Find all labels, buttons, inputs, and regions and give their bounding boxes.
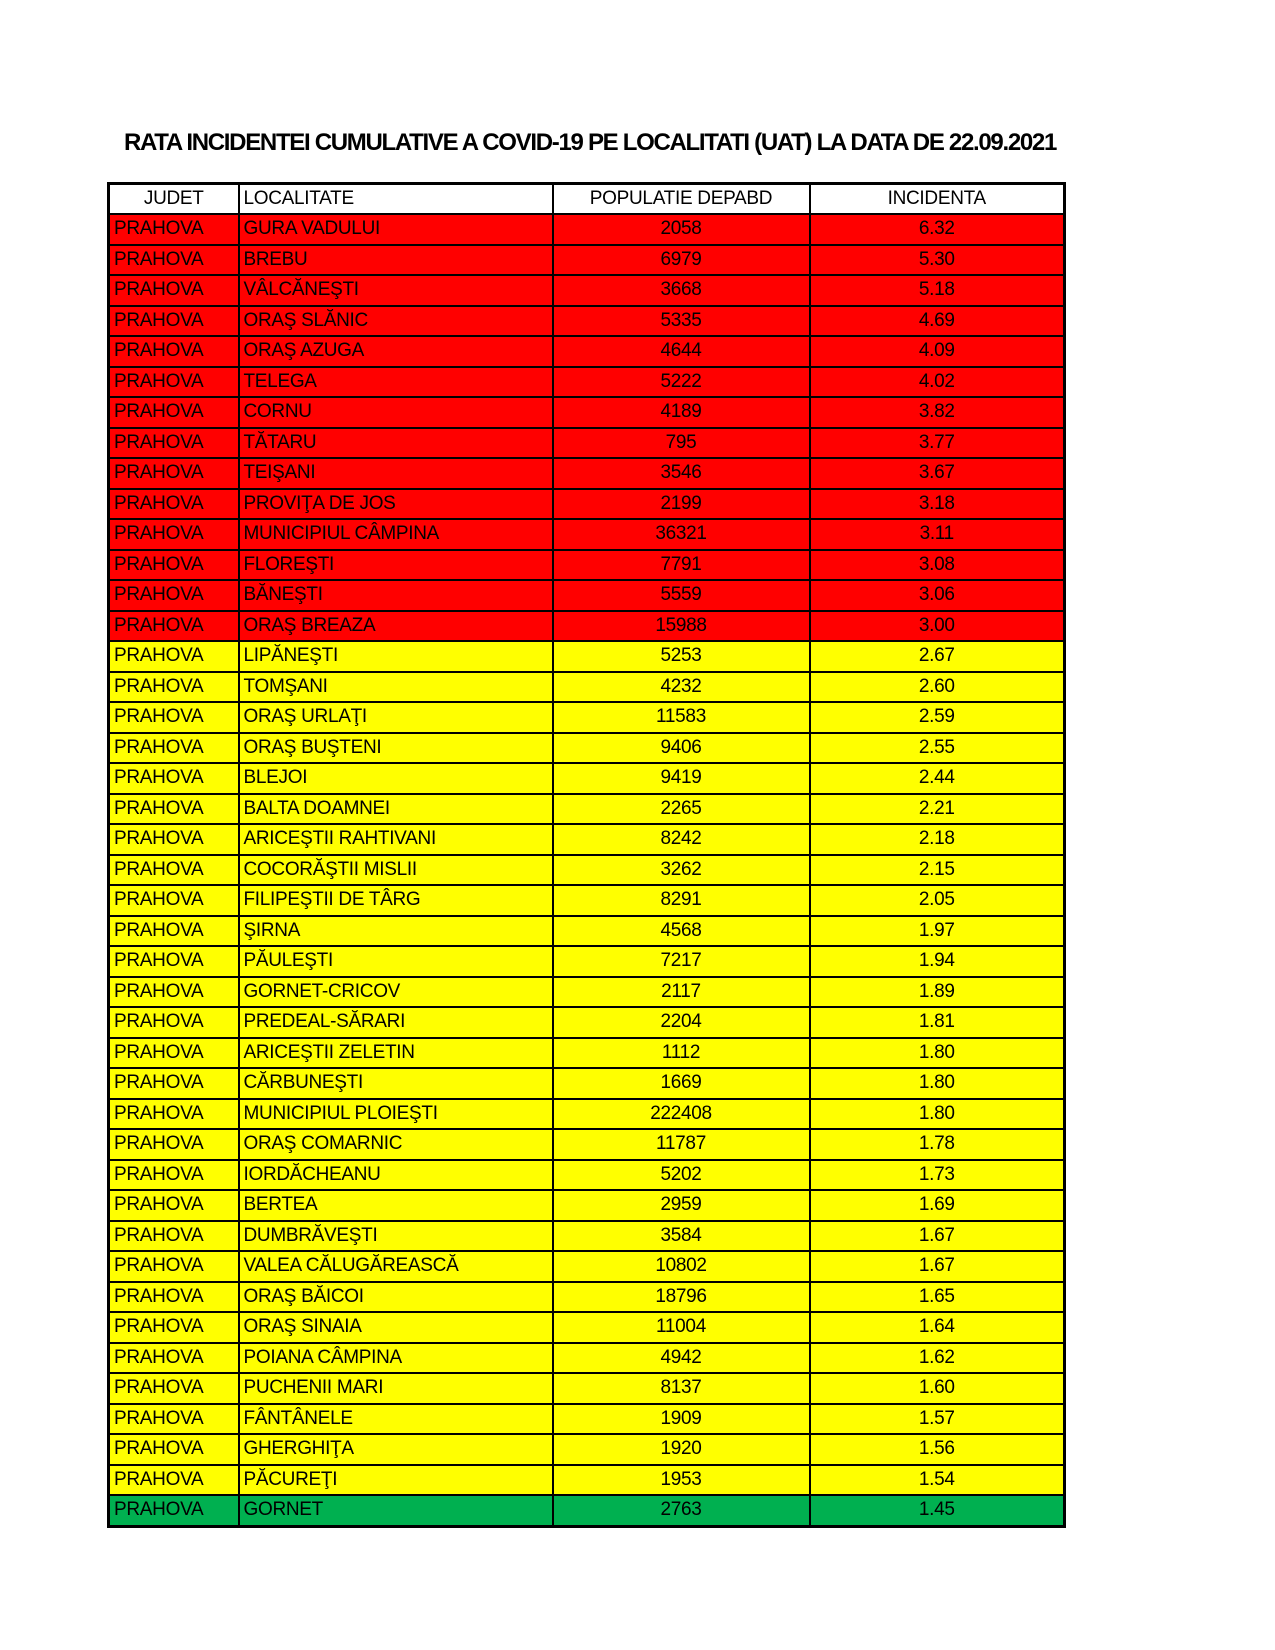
populatie-cell: 4942 <box>553 1343 810 1374</box>
table-row <box>109 1190 1065 1221</box>
populatie-cell: 3668 <box>553 275 810 306</box>
table-row <box>109 641 1065 672</box>
localitate-cell: PREDEAL-SĂRARI <box>239 1007 553 1038</box>
judet-cell: PRAHOVA <box>109 1282 239 1313</box>
table-row <box>109 1007 1065 1038</box>
table-row <box>109 1068 1065 1099</box>
populatie-cell: 5335 <box>553 306 810 337</box>
table-row <box>109 367 1065 398</box>
incidenta-cell: 2.15 <box>810 855 1065 886</box>
incidenta-cell: 4.02 <box>810 367 1065 398</box>
localitate-cell: ORAŞ BUŞTENI <box>239 733 553 764</box>
populatie-cell: 4644 <box>553 336 810 367</box>
localitate-cell: ORAŞ SINAIA <box>239 1312 553 1343</box>
table-row <box>109 458 1065 489</box>
judet-cell: PRAHOVA <box>109 1343 239 1374</box>
table-row <box>109 1373 1065 1404</box>
localitate-cell: IORDĂCHEANU <box>239 1160 553 1191</box>
localitate-cell: ORAŞ COMARNIC <box>239 1129 553 1160</box>
localitate-cell: GORNET-CRICOV <box>239 977 553 1008</box>
populatie-cell: 3262 <box>553 855 810 886</box>
judet-cell: PRAHOVA <box>109 550 239 581</box>
incidenta-cell: 5.18 <box>810 275 1065 306</box>
localitate-cell: LIPĂNEŞTI <box>239 641 553 672</box>
incidenta-cell: 5.30 <box>810 245 1065 276</box>
table-row <box>109 580 1065 611</box>
column-header-incidenta: INCIDENTA <box>810 184 1065 215</box>
localitate-cell: GORNET <box>239 1495 553 1526</box>
incidence-table <box>107 182 1066 1528</box>
populatie-cell: 1953 <box>553 1465 810 1496</box>
incidenta-cell: 2.67 <box>810 641 1065 672</box>
judet-cell: PRAHOVA <box>109 367 239 398</box>
populatie-cell: 7217 <box>553 946 810 977</box>
localitate-cell: PUCHENII MARI <box>239 1373 553 1404</box>
judet-cell: PRAHOVA <box>109 794 239 825</box>
table-row <box>109 885 1065 916</box>
table-row <box>109 946 1065 977</box>
localitate-cell: ŞIRNA <box>239 916 553 947</box>
judet-cell: PRAHOVA <box>109 855 239 886</box>
incidenta-cell: 1.64 <box>810 1312 1065 1343</box>
judet-cell: PRAHOVA <box>109 611 239 642</box>
incidenta-cell: 1.81 <box>810 1007 1065 1038</box>
table-row <box>109 1099 1065 1130</box>
table-row <box>109 794 1065 825</box>
table-row <box>109 916 1065 947</box>
localitate-cell: GHERGHIŢA <box>239 1434 553 1465</box>
localitate-cell: POIANA CÂMPINA <box>239 1343 553 1374</box>
populatie-cell: 8242 <box>553 824 810 855</box>
judet-cell: PRAHOVA <box>109 1160 239 1191</box>
judet-cell: PRAHOVA <box>109 397 239 428</box>
populatie-cell: 11004 <box>553 1312 810 1343</box>
populatie-cell: 4568 <box>553 916 810 947</box>
localitate-cell: PĂULEŞTI <box>239 946 553 977</box>
incidenta-cell: 3.18 <box>810 489 1065 520</box>
table-row <box>109 702 1065 733</box>
localitate-cell: ORAŞ BĂICOI <box>239 1282 553 1313</box>
judet-cell: PRAHOVA <box>109 336 239 367</box>
incidenta-cell: 3.77 <box>810 428 1065 459</box>
populatie-cell: 2204 <box>553 1007 810 1038</box>
judet-cell: PRAHOVA <box>109 306 239 337</box>
judet-cell: PRAHOVA <box>109 428 239 459</box>
judet-cell: PRAHOVA <box>109 763 239 794</box>
localitate-cell: TEIŞANI <box>239 458 553 489</box>
table-row <box>109 489 1065 520</box>
incidenta-cell: 1.94 <box>810 946 1065 977</box>
incidenta-cell: 1.80 <box>810 1068 1065 1099</box>
incidenta-cell: 2.55 <box>810 733 1065 764</box>
populatie-cell: 11583 <box>553 702 810 733</box>
incidenta-cell: 1.97 <box>810 916 1065 947</box>
localitate-cell: TELEGA <box>239 367 553 398</box>
table-row <box>109 1251 1065 1282</box>
table-row <box>109 1465 1065 1496</box>
incidenta-cell: 1.89 <box>810 977 1065 1008</box>
incidenta-cell: 1.62 <box>810 1343 1065 1374</box>
page-title: RATA INCIDENTEI CUMULATIVE A COVID-19 PE LOCALITATI (UAT) LA DATA DE 22.09.2021 <box>124 129 1057 156</box>
localitate-cell: FLOREŞTI <box>239 550 553 581</box>
populatie-cell: 1669 <box>553 1068 810 1099</box>
judet-cell: PRAHOVA <box>109 1038 239 1069</box>
table-row <box>109 824 1065 855</box>
populatie-cell: 9419 <box>553 763 810 794</box>
populatie-cell: 5253 <box>553 641 810 672</box>
judet-cell: PRAHOVA <box>109 1465 239 1496</box>
judet-cell: PRAHOVA <box>109 1007 239 1038</box>
incidenta-cell: 1.80 <box>810 1038 1065 1069</box>
populatie-cell: 8291 <box>553 885 810 916</box>
localitate-cell: GURA VADULUI <box>239 214 553 245</box>
populatie-cell: 15988 <box>553 611 810 642</box>
localitate-cell: DUMBRĂVEŞTI <box>239 1221 553 1252</box>
judet-cell: PRAHOVA <box>109 580 239 611</box>
incidenta-cell: 3.82 <box>810 397 1065 428</box>
judet-cell: PRAHOVA <box>109 245 239 276</box>
incidenta-cell: 1.78 <box>810 1129 1065 1160</box>
populatie-cell: 5559 <box>553 580 810 611</box>
incidenta-cell: 1.73 <box>810 1160 1065 1191</box>
localitate-cell: PROVIŢA DE JOS <box>239 489 553 520</box>
table-row <box>109 336 1065 367</box>
table-row <box>109 214 1065 245</box>
incidenta-cell: 1.60 <box>810 1373 1065 1404</box>
incidenta-cell: 1.67 <box>810 1221 1065 1252</box>
incidenta-cell: 3.00 <box>810 611 1065 642</box>
judet-cell: PRAHOVA <box>109 1190 239 1221</box>
incidenta-cell: 1.80 <box>810 1099 1065 1130</box>
populatie-cell: 36321 <box>553 519 810 550</box>
localitate-cell: ORAŞ BREAZA <box>239 611 553 642</box>
localitate-cell: VALEA CĂLUGĂREASCĂ <box>239 1251 553 1282</box>
localitate-cell: ARICEŞTII RAHTIVANI <box>239 824 553 855</box>
populatie-cell: 2199 <box>553 489 810 520</box>
populatie-cell: 1909 <box>553 1404 810 1435</box>
judet-cell: PRAHOVA <box>109 916 239 947</box>
incidenta-cell: 3.11 <box>810 519 1065 550</box>
localitate-cell: BĂNEŞTI <box>239 580 553 611</box>
judet-cell: PRAHOVA <box>109 672 239 703</box>
table-row <box>109 977 1065 1008</box>
table-row <box>109 1038 1065 1069</box>
localitate-cell: TĂTARU <box>239 428 553 459</box>
judet-cell: PRAHOVA <box>109 1373 239 1404</box>
localitate-cell: MUNICIPIUL CÂMPINA <box>239 519 553 550</box>
incidenta-cell: 1.69 <box>810 1190 1065 1221</box>
incidenta-cell: 1.65 <box>810 1282 1065 1313</box>
judet-cell: PRAHOVA <box>109 946 239 977</box>
populatie-cell: 2265 <box>553 794 810 825</box>
localitate-cell: COCORĂŞTII MISLII <box>239 855 553 886</box>
localitate-cell: ARICEŞTII ZELETIN <box>239 1038 553 1069</box>
localitate-cell: BERTEA <box>239 1190 553 1221</box>
judet-cell: PRAHOVA <box>109 1312 239 1343</box>
judet-cell: PRAHOVA <box>109 733 239 764</box>
judet-cell: PRAHOVA <box>109 519 239 550</box>
judet-cell: PRAHOVA <box>109 1068 239 1099</box>
populatie-cell: 6979 <box>553 245 810 276</box>
table-row <box>109 306 1065 337</box>
populatie-cell: 2117 <box>553 977 810 1008</box>
table-row <box>109 275 1065 306</box>
table-row <box>109 855 1065 886</box>
table-header-row <box>109 184 1065 215</box>
table-row <box>109 397 1065 428</box>
judet-cell: PRAHOVA <box>109 702 239 733</box>
table-body <box>109 214 1065 1526</box>
table-row <box>109 733 1065 764</box>
incidenta-cell: 4.09 <box>810 336 1065 367</box>
populatie-cell: 1920 <box>553 1434 810 1465</box>
judet-cell: PRAHOVA <box>109 1129 239 1160</box>
localitate-cell: FÂNTÂNELE <box>239 1404 553 1435</box>
incidenta-cell: 2.60 <box>810 672 1065 703</box>
incidenta-cell: 3.06 <box>810 580 1065 611</box>
incidenta-cell: 2.18 <box>810 824 1065 855</box>
populatie-cell: 1112 <box>553 1038 810 1069</box>
incidenta-cell: 1.45 <box>810 1495 1065 1526</box>
judet-cell: PRAHOVA <box>109 1221 239 1252</box>
populatie-cell: 3546 <box>553 458 810 489</box>
incidenta-cell: 2.44 <box>810 763 1065 794</box>
table-row <box>109 428 1065 459</box>
populatie-cell: 222408 <box>553 1099 810 1130</box>
table-row <box>109 1495 1065 1526</box>
judet-cell: PRAHOVA <box>109 977 239 1008</box>
incidenta-cell: 1.57 <box>810 1404 1065 1435</box>
table-row <box>109 672 1065 703</box>
judet-cell: PRAHOVA <box>109 1251 239 1282</box>
incidenta-cell: 2.21 <box>810 794 1065 825</box>
table-row <box>109 1434 1065 1465</box>
populatie-cell: 11787 <box>553 1129 810 1160</box>
localitate-cell: BREBU <box>239 245 553 276</box>
incidenta-cell: 4.69 <box>810 306 1065 337</box>
incidenta-cell: 2.05 <box>810 885 1065 916</box>
localitate-cell: CORNU <box>239 397 553 428</box>
localitate-cell: MUNICIPIUL PLOIEŞTI <box>239 1099 553 1130</box>
populatie-cell: 2763 <box>553 1495 810 1526</box>
populatie-cell: 795 <box>553 428 810 459</box>
populatie-cell: 9406 <box>553 733 810 764</box>
localitate-cell: BLEJOI <box>239 763 553 794</box>
populatie-cell: 8137 <box>553 1373 810 1404</box>
column-header-populatie-depabd: POPULATIE DEPABD <box>553 184 810 215</box>
localitate-cell: PĂCUREŢI <box>239 1465 553 1496</box>
populatie-cell: 7791 <box>553 550 810 581</box>
localitate-cell: VÂLCĂNEŞTI <box>239 275 553 306</box>
column-header-localitate: LOCALITATE <box>239 184 553 215</box>
populatie-cell: 5202 <box>553 1160 810 1191</box>
table-row <box>109 1129 1065 1160</box>
judet-cell: PRAHOVA <box>109 458 239 489</box>
table-row <box>109 519 1065 550</box>
localitate-cell: CĂRBUNEŞTI <box>239 1068 553 1099</box>
judet-cell: PRAHOVA <box>109 885 239 916</box>
judet-cell: PRAHOVA <box>109 824 239 855</box>
localitate-cell: FILIPEŞTII DE TÂRG <box>239 885 553 916</box>
table-row <box>109 1282 1065 1313</box>
populatie-cell: 4189 <box>553 397 810 428</box>
table-row <box>109 1343 1065 1374</box>
judet-cell: PRAHOVA <box>109 489 239 520</box>
populatie-cell: 10802 <box>553 1251 810 1282</box>
populatie-cell: 2959 <box>553 1190 810 1221</box>
localitate-cell: ORAŞ SLĂNIC <box>239 306 553 337</box>
incidenta-cell: 3.67 <box>810 458 1065 489</box>
localitate-cell: TOMŞANI <box>239 672 553 703</box>
table-row <box>109 1312 1065 1343</box>
populatie-cell: 5222 <box>553 367 810 398</box>
judet-cell: PRAHOVA <box>109 1434 239 1465</box>
table-row <box>109 1404 1065 1435</box>
populatie-cell: 2058 <box>553 214 810 245</box>
incidenta-cell: 1.54 <box>810 1465 1065 1496</box>
incidenta-cell: 1.67 <box>810 1251 1065 1282</box>
incidenta-cell: 2.59 <box>810 702 1065 733</box>
judet-cell: PRAHOVA <box>109 1495 239 1526</box>
judet-cell: PRAHOVA <box>109 1099 239 1130</box>
judet-cell: PRAHOVA <box>109 1404 239 1435</box>
populatie-cell: 18796 <box>553 1282 810 1313</box>
populatie-cell: 3584 <box>553 1221 810 1252</box>
table-row <box>109 611 1065 642</box>
localitate-cell: BALTA DOAMNEI <box>239 794 553 825</box>
localitate-cell: ORAŞ AZUGA <box>239 336 553 367</box>
judet-cell: PRAHOVA <box>109 641 239 672</box>
incidenta-cell: 3.08 <box>810 550 1065 581</box>
judet-cell: PRAHOVA <box>109 275 239 306</box>
table-row <box>109 245 1065 276</box>
localitate-cell: ORAŞ URLAŢI <box>239 702 553 733</box>
table-row <box>109 763 1065 794</box>
populatie-cell: 4232 <box>553 672 810 703</box>
table-row <box>109 1221 1065 1252</box>
table-row <box>109 1160 1065 1191</box>
judet-cell: PRAHOVA <box>109 214 239 245</box>
incidenta-cell: 6.32 <box>810 214 1065 245</box>
incidenta-cell: 1.56 <box>810 1434 1065 1465</box>
table-row <box>109 550 1065 581</box>
column-header-judet: JUDET <box>109 184 239 215</box>
